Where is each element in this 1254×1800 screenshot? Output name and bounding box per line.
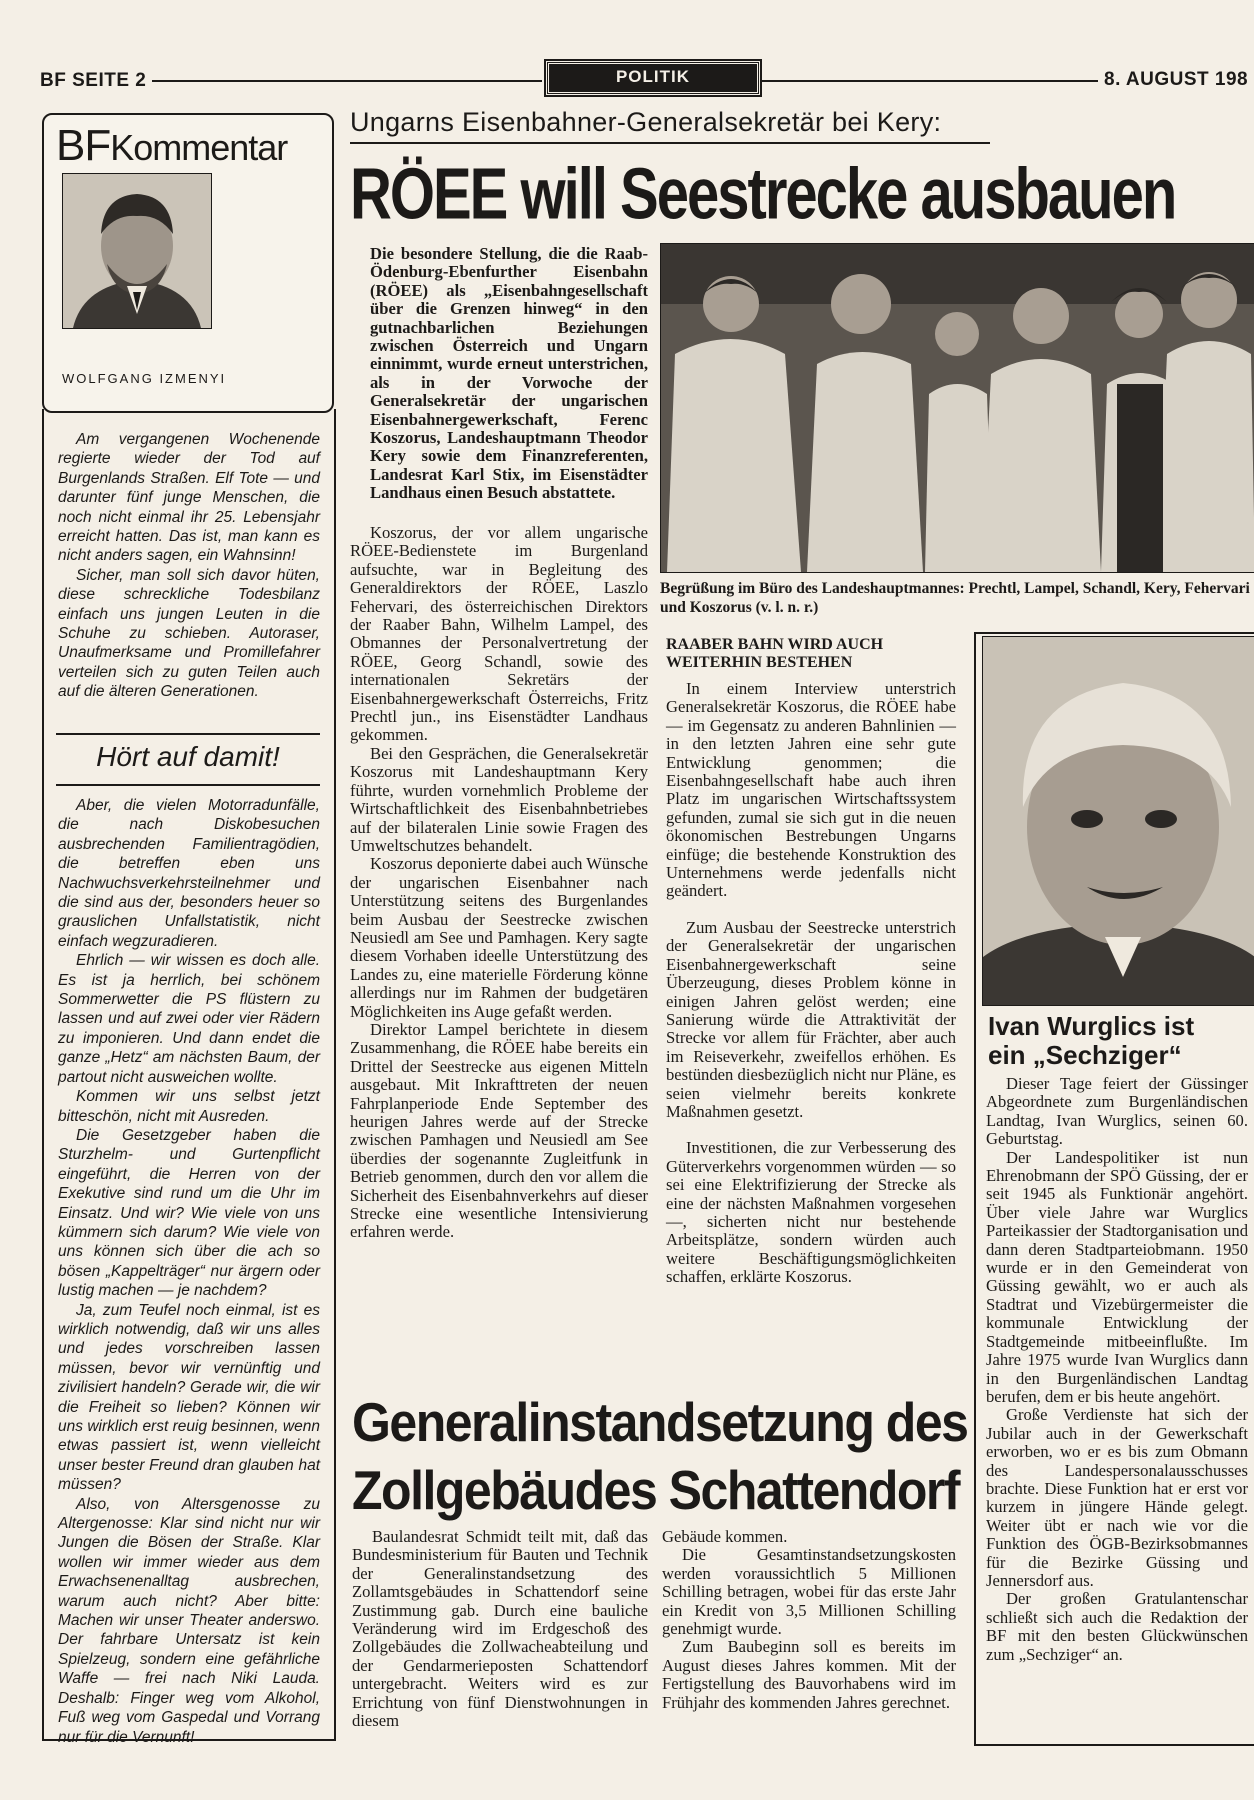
second-col2-paragraph: Zum Baubeginn soll es bereits im August dieses Jahres kommen. Mit der Fertigstellung des Bauvorhabens wird im Frühjahr des kommenden Jahres gerechnet. [662,1637,956,1712]
kommentar-title-text: Kommentar [110,127,288,168]
kommentar-paragraph: Ja, zum Teufel noch einmal, ist es wirklich notwendig, daß wir uns alles und jedes vorschreiben lassen müssen, bevor wir vernünftig und zivilisiert handeln? Gerade wir, die wir die Freiheit so lieben? Können wir uns wirklich erst reuig besinnen, wenn etwas passiert ist, wenn vielleicht unser bester Freund dran glauben hat müssen? [58,1301,320,1494]
sidebar-paragraph: Der Landespolitiker ist nun Ehrenobmann der SPÖ Güssing, der er seit 1945 als Funktionär angehört. Über viele Jahre war Wurglics Parteikassier der Stadtorganisation und dann deren Stadtparteiobmann. 1950 wurde er in den Gemeinderat von Güssing gewählt, wo er auch als Stadtrat und Vizebürgermeister die kommunale Entwicklung der Stadtgemeinde mitbeeinflußte. Im Jahre 1975 wurde Ivan Wurglics dann in den Burgenländischen Landtag berufen, dem er bis heute angehört. [986,1147,1248,1406]
kommentar-header-box [42,113,334,413]
main-col1 [350,524,648,1242]
kommentar-intro [58,430,320,702]
wurglics-portrait-icon [983,637,1254,1005]
section-rubric: POLITIK [546,61,760,95]
sidebar-headline-line: Ivan Wurglics ist [988,1011,1195,1041]
author-portrait [62,173,212,329]
main-col2-paragraph: Zum Ausbau der Seestrecke unterstrich der Generalsekretär der ungarischen Eisenbahnergewerkschaft seine Überzeugung, dieses Problem könne in einigen Jahren gelöst werden; eine Sanierung würde die Attraktivität der Strecke vor allem für Frächter, aber auch im Reiseverkehr, zweifellos erhöhen. Es bestünden diesbezüglich nicht nur Pläne, es seien vielmehr bereits konkrete Maßnahmen gesetzt. [666,917,956,1121]
author-portrait-icon [63,174,211,328]
kommentar-paragraph: Sicher, man soll sich davor hüten, diese schreckliche Todesbilanz einfach uns jungen Leuten in die Schuhe zu schieben. Autoraser, Unaufmerksame und Promillefahrer verteilen sich zu guten Teilen auch auf die älteren Generationen. [58,566,320,701]
second-headline-line: Generalinstandsetzung des [352,1391,968,1453]
header-rule-left [152,80,542,82]
main-col1-paragraph: Koszorus, der vor allem ungarische RÖEE-Bedienstete im Burgenland aufsuchte, war in Begleitung des Generaldirektors der RÖEE, Laszlo Fehervari, des österreichischen Direktors der Raaber Bahn, Wilhelm Lampel, des Obmannes der Personalvertretung der RÖEE, Georg Schandl, sowie des internationalen Sekretärs der Eisenbahnergewerkschaft Österreichs, Fritz Prechtl jun., ins Eisenstädter Landhaus gekommen. [350,523,648,745]
sidebar-headline-line: ein „Sechziger“ [988,1040,1182,1070]
sidebar-body [986,1075,1248,1664]
page-number: BF SEITE 2 [40,70,147,91]
sidebar-headline [988,1012,1250,1070]
group-photo-caption: Begrüßung im Büro des Landeshauptmannes: Prechtl, Lampel, Schandl, Kery, Fehervari und Koszorus (v. l. n. r.) [660,580,1250,616]
wurglics-portrait [982,636,1254,1006]
kommentar-paragraph: Ehrlich — wir wissen es doch alle. Es ist ja herrlich, bei schönem Sommerwetter die PS flüstern zu lassen und auf zwei oder vier Rädern zu imponieren. Und dann endet die ganze „Hetz“ am nächsten Baum, der partout nicht ausweichen wollte. [58,952,320,1086]
kommentar-paragraph: Die Gesetzgeber haben die Sturzhelm- und Gurtenpflicht eingeführt, die Herren von der Exekutive sind rund um die Uhr im Einsatz. Und wir? Wie viele von uns kümmern sich darum? Wie viele von uns können sich über die ach so bösen „Kappelträger“ nur ärgern oder lustig machen — je nachdem? [58,1126,320,1300]
kicker-underline [350,142,990,144]
second-col1 [352,1528,648,1730]
kommentar-divider-top [56,733,320,735]
main-lead: Die besondere Stellung, die die Raab-Ödenburg-Ebenfurther Eisenbahn (RÖEE) als „Eisenbahngesellschaft über die Grenzen hinweg“ in den gutnachbarlichen Beziehungen zwischen Österreich und Ungarn einnimmt, wurde erneut unterstrichen, als in der Vorwoche der Generalsekretär der ungarischen Eisenbahnergewerkschaft, Ferenc Koszorus, Landeshauptmann Theodor Kery sowie dem Finanzreferenten, Landesrat Karl Stix, im Eisenstädter Landhaus einen Besuch abstattete. [370,244,648,503]
kommentar-brand: BF [56,121,111,170]
main-col1-paragraph: Koszorus deponierte dabei auch Wünsche der ungarischen Eisenbahner nach Unterstützung seitens des Burgenlandes beim Ausbau der Seestrecke zwischen Neusiedl am See und Pamhagen. Kery sagte diesem Vorhaben ideelle Unterstützung des Landes zu, eine materielle Förderung könne allerdings nur im Rahmen der budgetären Möglichkeiten ins Auge gefaßt werden. [350,854,649,1021]
kommentar-paragraph: Am vergangenen Wochenende regierte wieder der Tod auf Burgenlands Straßen. Elf Tote — und darunter fünf junge Menschen, die noch nicht einmal ihr 25. Lebensjahr erreicht hatten. Das ist, man kann es nicht anders sagen, ein Wahnsinn! [58,431,320,565]
main-col2 [666,680,956,1287]
kommentar-title [56,121,287,171]
kommentar-paragraph: Aber, die vielen Motorradunfälle, die nach Diskobesuchen ausbrechenden Familientragödien, die betreffen eben uns Nachwuchsverkehrsteilnehmer und die sind aus der, besonders heuer so grauslichen Unfallstatistik, nicht einfach wegzuradieren. [58,797,320,950]
author-byline: WOLFGANG IZMENYI [62,371,227,386]
kommentar-paragraph: Also, von Altersgenosse zu Altergenosse: Klar sind nicht nur wir Jungen die Bösen der Straße. Klar wollen wir immer wieder aus dem Erwachsenenalltag ausbrechen, warum auch nicht? Aber bitte: Machen wir unser Theater anderswo. Der fahrbare Untersatz ist kein Spielzeug, sondern eine gefährliche Waffe — frei nach Niki Lauda. Deshalb: Finger weg vom Alkohol, Fuß weg vom Gaspedal und Vorrang nur für die Vernunft! [58,1495,320,1746]
kommentar-body [58,796,320,1747]
main-col1-paragraph: Direktor Lampel berichtete in diesem Zusammenhang, die RÖEE habe bereits ein Drittel der Seestrecke aus eigenen Mitteln ausgebaut. Mit Inkrafttreten der neuen Fahrplanperiode Ende September des heurigen Jahres werde auf der Strecke zwischen Pamhagen und Neusiedl am See überdies der sogenannte Zugleitfunk in Betrieb genommen, durch den vor allem die Sicherheit des Eisenbahnverkehrs auf dieser Strecke eine wesentliche Intensivierung erfahren werde. [350,1019,648,1242]
main-col2-paragraph: In einem Interview unterstrich Generalsekretär Koszorus, die RÖEE habe — im Gegensatz zu anderen Bahnlinien — in den letzten Jahren eine sehr gute Entwicklung genommen; die Eisenbahngesellschaft habe auch ihren Platz im ungarischen Wirtschaftssystem gefunden, zumal sie sich gut in die neuen ökonomischen Bestrebungen Ungarns einfüge; die bestehende Konstruktion des Unternehmens werde jedenfalls nicht geändert. [666,679,956,901]
main-col2-paragraph: Investitionen, die zur Verbesserung des Güterverkehrs vorgenommen würden — so sei eine Elektrifizierung der Strecke als eine der nächsten Maßnahmen vorgesehen —, sicherten nicht nur bestehende Arbeitsplätze, sondern würden auch weitere Beschäftigungsmöglichkeiten schaffen, erklärte Koszorus. [666,1138,956,1287]
main-subhead: RAABER BAHN WIRD AUCH WEITERHIN BESTEHEN [666,636,884,671]
kommentar-subhead: Hört auf damit! [96,741,280,772]
kommentar-paragraph: Kommen wir uns selbst jetzt bitteschön, nicht mit Ausreden. [58,1088,320,1125]
group-photo-icon [661,244,1254,572]
kommentar-divider-bottom [56,784,320,786]
sidebar-paragraph: Der großen Gratulantenschar schließt sich auch die Redaktion der BF mit den besten Glückwünschen zum „Sechziger“ an. [986,1589,1248,1664]
second-col2 [662,1528,956,1712]
sidebar-paragraph: Dieser Tage feiert der Güssinger Abgeordnete zum Burgenländischen Landtag, Ivan Wurglics, seinen 60. Geburtstag. [986,1074,1248,1149]
second-col1-paragraph: Baulandesrat Schmidt teilt mit, daß das Bundesministerium für Bauten und Technik der Generalinstandsetzung des Zollamtsgebäudes in Schattendorf seine Zustimmung gab. Durch eine bauliche Veränderung wird im Erdgeschoß des Zollgebäudes die Zollwacheabteilung und der Gendarmerieposten Schattendorf untergebracht. Weiters wird es zur Errichtung von fünf Dienstwohnungen in diesem [352,1527,648,1731]
second-headline [352,1388,972,1524]
issue-date: 8. AUGUST 198 [1104,69,1249,90]
sidebar-paragraph: Große Verdienste hat sich der Jubilar auch in der Gewerkschaft erworben, wo er es bis zum Obmann des Landespersonalausschusses brachte. Diese Funktion hat er erst vor kurzem in jüngere Hände gelegt. Weiter übt er nach wie vor die Funktion des ÖGB-Bezirksobmannes für die Bezirke Güssing und Jennersdorf aus. [986,1405,1248,1590]
second-headline-line: Zollgebäudes Schattendorf [352,1459,960,1522]
second-col2-paragraph: Die Gesamtinstandsetzungskosten werden voraussichtlich 5 Millionen Schilling betragen, wobei für das erste Jahr ein Kredit von 3,5 Millionen Schilling genehmigt wurde. [662,1545,956,1639]
main-col1-paragraph: Bei den Gesprächen, die Generalsekretär Koszorus mit Landeshauptmann Kery führte, wurden vornehmlich Probleme der Wirtschaftlichkeit des Eisenbahnbetriebes auf der bilateralen Linie sowie Fragen des Umweltschutzes behandelt. [350,743,648,855]
header-rule-right [760,80,1098,82]
main-headline: RÖEE will Seestrecke ausbauen [350,153,1176,235]
group-photo [660,243,1254,573]
second-col2-paragraph: Gebäude kommen. [662,1527,788,1546]
main-kicker: Ungarns Eisenbahner-Generalsekretär bei Kery: [350,107,942,137]
